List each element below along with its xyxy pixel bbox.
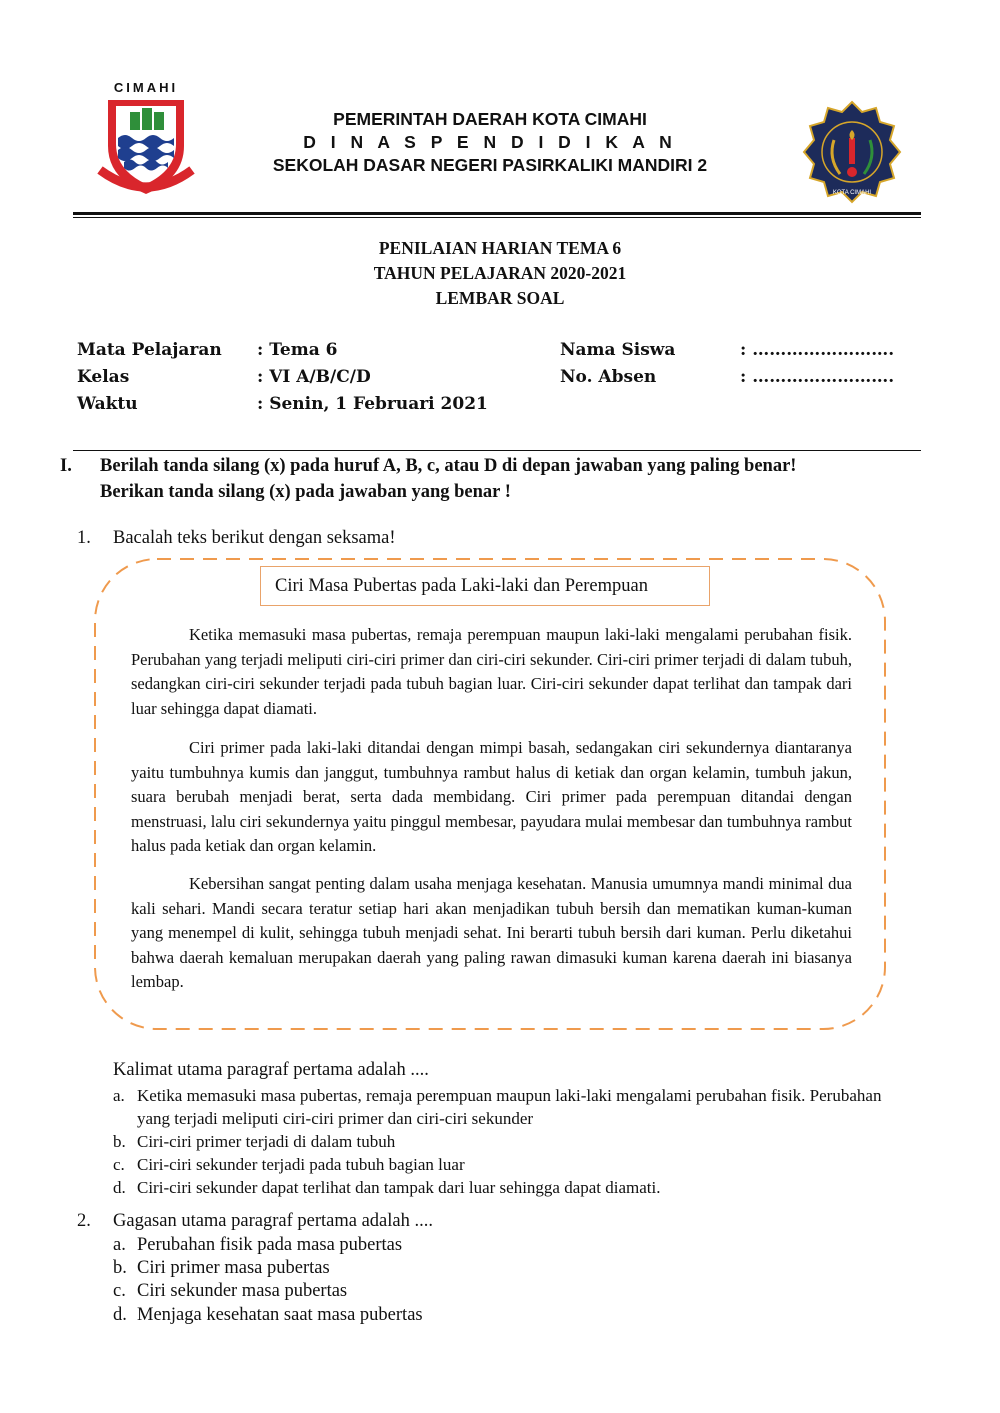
question-2-options: [113, 1234, 813, 1327]
question-1-options: [113, 1084, 883, 1199]
question-number: 2.: [77, 1211, 91, 1231]
info-label: Kelas: [77, 367, 130, 387]
question-text: Gagasan utama paragraf pertama adalah ....: [113, 1211, 433, 1231]
answer-option[interactable]: c. Ciri sekunder masa pubertas: [113, 1281, 348, 1302]
exam-title-block: [200, 236, 800, 311]
logo-caption: CIMAHI: [113, 80, 179, 95]
section-instructions: [60, 453, 940, 505]
academic-year: TAHUN PELAJARAN 2020-2021: [373, 263, 627, 283]
school-emblem-logo: [800, 100, 904, 204]
emblem-caption: KOTA CIMAHI: [832, 190, 872, 196]
student-name-blank[interactable]: : …………………….: [740, 340, 895, 360]
sheet-type: LEMBAR SOAL: [435, 288, 565, 308]
header-department: D I N A S P E N D I D I K A N: [303, 132, 677, 152]
info-label: Mata Pelajaran: [77, 340, 222, 360]
answer-option[interactable]: d. Menjaga kesehatan saat masa pubertas: [113, 1304, 423, 1325]
answer-option[interactable]: d. Ciri-ciri sekunder dapat terlihat dan tampak dari luar sehingga dapat diamati.: [113, 1178, 661, 1197]
answer-option[interactable]: c. Ciri-ciri sekunder terjadi pada tubuh bagian luar: [113, 1155, 465, 1174]
question-1-prompt: [77, 527, 897, 551]
answer-option[interactable]: a. Ketika memasuki masa pubertas, remaja perempuan maupun laki-laki mengalami perubahan fisik. Perubahan yang terjadi meliputi ciri-ciri primer dan ciri-ciri sekunder: [113, 1086, 882, 1128]
instruction-line: Berikan tanda silang (x) pada jawaban yang benar !: [100, 482, 511, 502]
instruction-line: Berilah tanda silang (x) pada huruf A, B, c, atau D di depan jawaban yang paling benar!: [100, 456, 797, 476]
question-2-prompt: [77, 1210, 897, 1234]
cimahi-city-logo: [94, 78, 198, 202]
question-number: 1.: [77, 528, 91, 548]
header-government: PEMERINTAH DAERAH KOTA CIMAHI: [333, 109, 647, 129]
answer-option[interactable]: b. Ciri-ciri primer terjadi di dalam tubuh: [113, 1132, 396, 1151]
exam-title: PENILAIAN HARIAN TEMA 6: [378, 238, 622, 258]
info-row: [77, 394, 907, 421]
passage-title: Ciri Masa Pubertas pada Laki-laki dan Perempuan: [260, 566, 710, 606]
info-value: : Tema 6: [257, 340, 338, 360]
section-rule: [73, 450, 921, 451]
info-label: Nama Siswa: [560, 340, 676, 360]
absence-number-blank[interactable]: : …………………….: [740, 367, 895, 387]
info-value: : VI A/B/C/D: [257, 367, 371, 387]
school-header: [200, 108, 780, 177]
header-school-name: SEKOLAH DASAR NEGERI PASIRKALIKI MANDIRI 2: [272, 155, 708, 175]
info-row: [77, 340, 907, 367]
header-rule-thick: [73, 212, 921, 215]
passage-paragraph: Kebersihan sangat penting dalam usaha menjaga kesehatan. Manusia umumnya mandi minimal dua kali sehari. Mandi secara teratur setiap hari akan menjadikan tubuh bersih dan mematikan kuman-kuman yang menempel di kulit, sehingga tubuh menjadi sehat. Ini berarti tubuh bersih dari kuman. Perlu diketahui bahwa daerah kemaluan merupakan daerah yang paling rawan dimasuki kuman karena daerah ini biasanya lembap.: [131, 874, 852, 991]
exam-info-table: [77, 340, 907, 421]
info-label: No. Absen: [560, 367, 657, 387]
question-text: Bacalah teks berikut dengan seksama!: [113, 528, 396, 548]
passage-paragraph: Ketika memasuki masa pubertas, remaja perempuan maupun laki-laki mengalami perubahan fisik. Perubahan yang terjadi meliputi ciri-ciri primer dan ciri-ciri sekunder. Ciri-ciri primer terjadi di dalam tubuh, sedangkan ciri-ciri sekunder terjadi pada tubuh bagian luar. Ciri-ciri sekunder dapat terlihat dan tampak dari luar sehingga dapat diamati.: [131, 625, 852, 718]
info-row: [77, 367, 907, 394]
info-value: : Senin, 1 Februari 2021: [257, 394, 488, 414]
passage-paragraph: Ciri primer pada laki-laki ditandai dengan mimpi basah, sedangakan ciri sekundernya diantaranya yaitu tumbuhnya kumis dan janggut, tumbuhnya rambut halus di ketiak dan organ kelamin, tumbuh jakun, suara berubah menjadi berat, serta dada membidang. Ciri primer pada perempuan ditandai dengan menstruasi, lalu ciri sekundernya yaitu pinggul membesar, payudara mulai membesar dan tumbuhnya rambut halus pada ketiak dan organ kelamin.: [131, 738, 852, 855]
header-rule-thin: [73, 217, 921, 218]
answer-option[interactable]: a. Perubahan fisik pada masa pubertas: [113, 1235, 403, 1255]
info-label: Waktu: [77, 394, 138, 414]
answer-option[interactable]: b. Ciri primer masa pubertas: [113, 1258, 330, 1279]
section-number: I.: [60, 456, 72, 476]
question-1-text: Kalimat utama paragraf pertama adalah ....: [113, 1060, 429, 1080]
